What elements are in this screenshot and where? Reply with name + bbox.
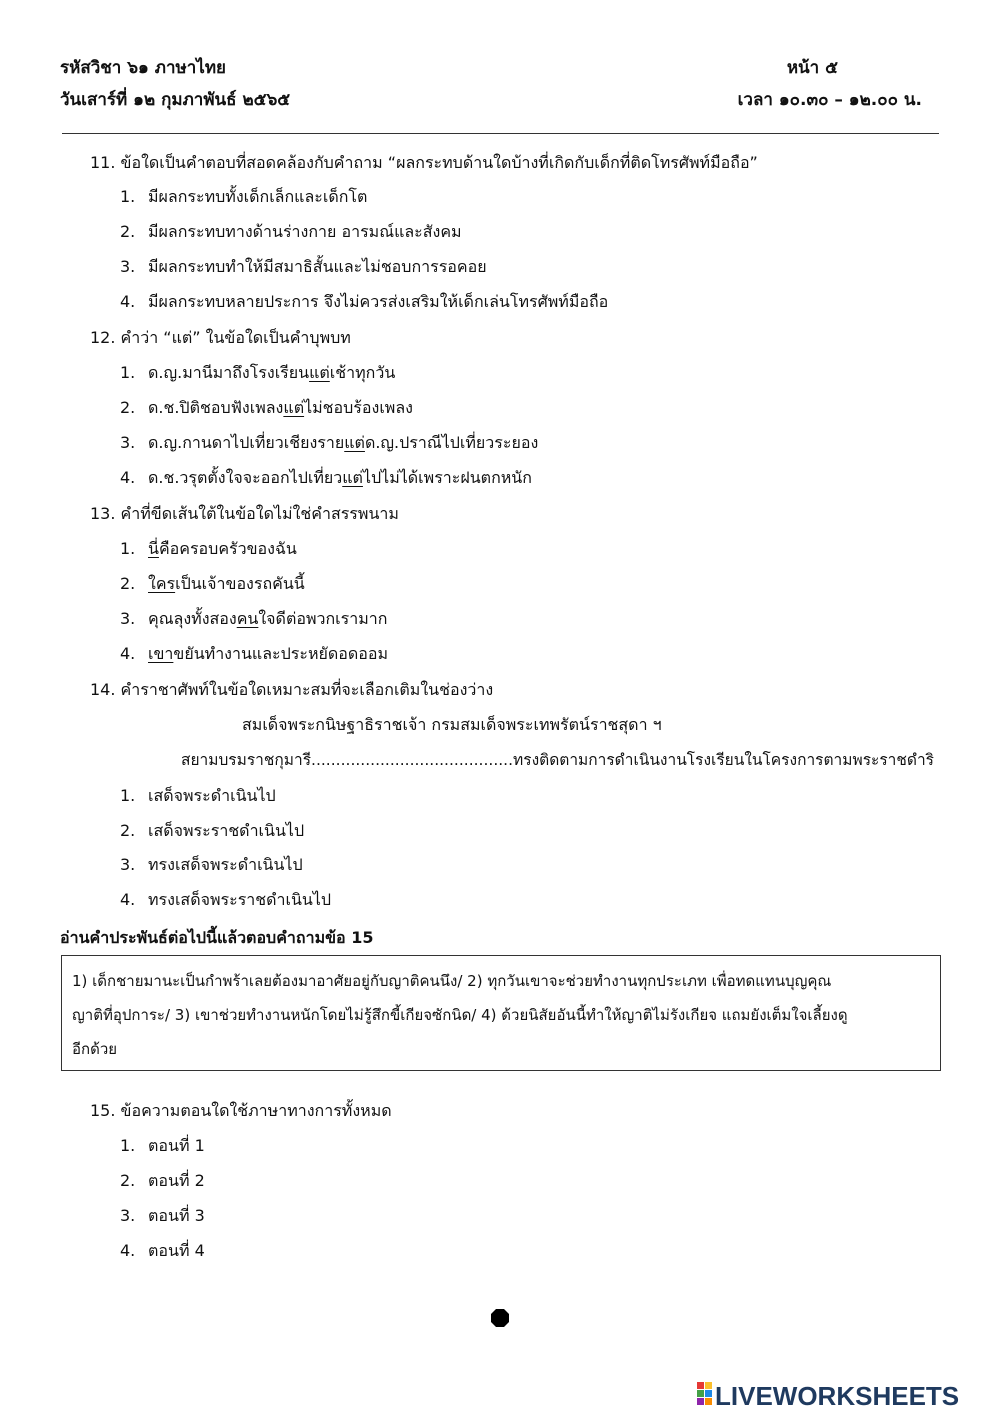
subject-code: รหัสวิชา ๖๑ ภาษาไทย [60, 58, 226, 78]
q11-option-1[interactable]: 1. มีผลกระทบทั้งเด็กเล็กและเด็กโต [120, 187, 368, 206]
header-divider [62, 133, 939, 134]
q13-option-3[interactable]: 3. คุณลุงทั้งสองคนใจดีต่อพวกเรามาก [120, 609, 388, 628]
underlined-word: ใคร [148, 574, 176, 593]
underlined-word: แต่ [309, 363, 330, 382]
q11-option-4[interactable]: 4. มีผลกระทบหลายประการ จึงไม่ควรส่งเสริมให้เด็กเล่นโทรศัพท์มือถือ [120, 292, 609, 311]
passage-line-1: 1) เด็กชายมานะเป็นกำพร้าเลยต้องมาอาศัยอยู่กับญาติคนนึง/ 2) ทุกวันเขาจะช่วยทำงานทุกประเภท เพื่อทดแทนบุญคุณ [72, 972, 832, 990]
underlined-word: แต่ [283, 398, 305, 417]
q14-option-2[interactable]: 2. เสด็จพระราชดำเนินไป [120, 821, 305, 840]
passage-box [61, 955, 941, 1071]
underlined-word: คน [236, 609, 259, 628]
q13-option-1[interactable]: 1. นี่คือครอบครัวของฉัน [120, 539, 297, 558]
passage-line-2: ญาติที่อุปการะ/ 3) เขาช่วยทำงานหนักโดยไม่รู้สึกขี้เกียจซักนิด/ 4) ด้วยนิสัยอันนี้ทำให้ญาติไม่รังเกียจ แถมยังเต็มใจเลี้ยงดู [72, 1006, 848, 1024]
question-12: 12. คำว่า “แต่” ในข้อใดเป็นคำบุพบท [90, 328, 351, 347]
question-11: 11. ข้อใดเป็นคำตอบที่สอดคล้องกับคำถาม “ผลกระทบด้านใดบ้างที่เกิดกับเด็กที่ติดโทรศัพท์มือถือ” [90, 153, 758, 172]
q11-option-2[interactable]: 2. มีผลกระทบทางด้านร่างกาย อารมณ์และสังคม [120, 222, 462, 241]
underlined-word: นี่ [148, 539, 159, 558]
q13-option-2[interactable]: 2. ใครเป็นเจ้าของรถคันนี้ [120, 574, 305, 593]
passage-line-3: อีกด้วย [72, 1040, 118, 1058]
q12-option-2[interactable]: 2. ด.ช.ปิติชอบฟังเพลงแต่ไม่ชอบร้องเพลง [120, 398, 413, 417]
liveworksheets-logo [697, 1380, 993, 1408]
underlined-word: เขา [148, 644, 174, 663]
page-number: หน้า ๕ [786, 58, 838, 78]
q12-option-4[interactable]: 4. ด.ช.วรุตตั้งใจจะออกไปเที่ยวแต่ไปไม่ได้เพราะฝนตกหนัก [120, 468, 532, 487]
q11-option-3[interactable]: 3. มีผลกระทบทำให้มีสมาธิสั้นและไม่ชอบการรอคอย [120, 257, 487, 276]
q14-sentence-line-2: สยามบรมราชกุมารี.........................................ทรงติดตามการดำเนินงานโรงเรียนในโครงการตามพระราชดำริ [181, 751, 934, 769]
question-13: 13. คำที่ขีดเส้นใต้ในข้อใดไม่ใช่คำสรรพนาม [90, 504, 399, 523]
q14-option-3[interactable]: 3. ทรงเสด็จพระดำเนินไป [120, 855, 303, 874]
q15-option-4[interactable]: 4. ตอนที่ 4 [120, 1241, 205, 1260]
underlined-word: แต่ [344, 433, 365, 452]
q14-option-1[interactable]: 1. เสด็จพระดำเนินไป [120, 786, 276, 805]
logo-text: LIVEWORKSHEETS [715, 1381, 960, 1408]
exam-date: วันเสาร์ที่ ๑๒ กุมภาพันธ์ ๒๕๖๕ [60, 90, 291, 110]
question-14: 14. คำราชาศัพท์ในข้อใดเหมาะสมที่จะเลือกเติมในช่องว่าง [90, 680, 494, 699]
q12-option-3[interactable]: 3. ด.ญ.กานดาไปเที่ยวเชียงรายแต่ด.ญ.ปราณีไปเที่ยวระยอง [120, 433, 539, 452]
q15-option-1[interactable]: 1. ตอนที่ 1 [120, 1136, 205, 1155]
liveworksheets-logo-icon [697, 1382, 712, 1405]
q14-sentence-line-1: สมเด็จพระกนิษฐาธิราชเจ้า กรมสมเด็จพระเทพรัตน์ราชสุดา ฯ [242, 715, 662, 734]
exam-time: เวลา ๑๐.๓๐ – ๑๒.๐๐ น. [737, 90, 922, 110]
q12-option-1[interactable]: 1. ด.ญ.มานีมาถึงโรงเรียนแต่เช้าทุกวัน [120, 363, 396, 382]
underlined-word: แต่ [342, 468, 363, 487]
reading-instruction: อ่านคำประพันธ์ต่อไปนี้แล้วตอบคำถามข้อ 15 [60, 928, 374, 947]
page-footer-ornament-icon [490, 1308, 510, 1328]
question-15: 15. ข้อความตอนใดใช้ภาษาทางการทั้งหมด [90, 1101, 392, 1120]
q15-option-3[interactable]: 3. ตอนที่ 3 [120, 1206, 205, 1225]
q13-option-4[interactable]: 4. เขาขยันทำงานและประหยัดอดออม [120, 644, 389, 663]
q15-option-2[interactable]: 2. ตอนที่ 2 [120, 1171, 205, 1190]
q14-option-4[interactable]: 4. ทรงเสด็จพระราชดำเนินไป [120, 890, 332, 909]
